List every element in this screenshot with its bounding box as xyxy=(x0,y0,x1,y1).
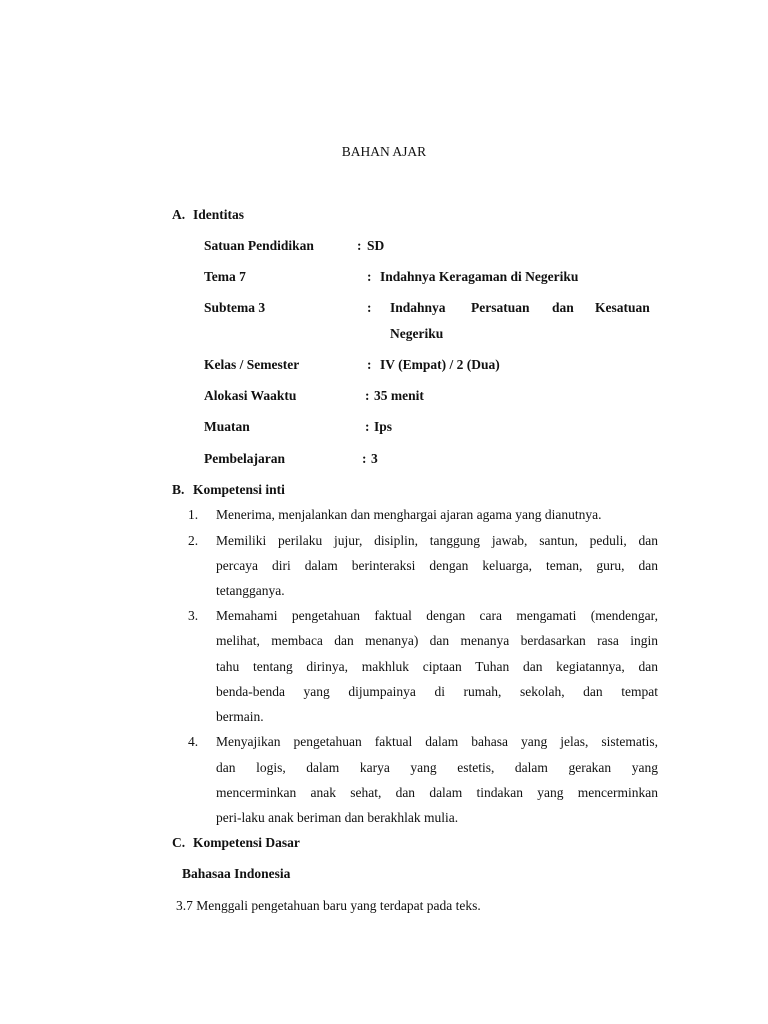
identity-value: Indahnya Keragaman di Negeriku xyxy=(380,269,579,284)
identity-colon: : xyxy=(367,300,372,315)
list-item-line: dan logis, dalam karya yang estetis, dalam gerakan yang xyxy=(216,760,658,775)
identity-label: Muatan xyxy=(204,419,250,434)
identity-label: Tema 7 xyxy=(204,269,246,284)
section-c-letter: C. xyxy=(172,835,186,850)
document-title: BAHAN AJAR xyxy=(341,144,427,159)
identity-colon: : xyxy=(365,419,370,434)
identity-label: Alokasi Waaktu xyxy=(204,388,297,403)
identity-value-word: Persatuan xyxy=(471,300,530,315)
identity-label: Kelas / Semester xyxy=(204,357,300,372)
list-item-number: 2. xyxy=(188,533,199,548)
section-a-letter: A. xyxy=(172,207,186,222)
section-a-heading: Identitas xyxy=(193,207,245,222)
list-item-line: percaya diri dalam berinteraksi dengan keluarga, teman, guru, dan xyxy=(216,558,658,573)
list-item-number: 1. xyxy=(188,507,199,522)
identity-value: 35 menit xyxy=(374,388,424,403)
identity-label: Subtema 3 xyxy=(204,300,266,315)
identity-label: Satuan Pendidikan xyxy=(204,238,314,253)
list-item-line: bermain. xyxy=(216,709,264,724)
subject-heading: Bahasaa Indonesia xyxy=(182,866,291,881)
section-b-letter: B. xyxy=(172,482,185,497)
identity-colon: : xyxy=(365,388,370,403)
list-item-line: melihat, membaca dan menanya) dan menanya berdasarkan rasa ingin xyxy=(216,633,658,648)
section-c-heading: Kompetensi Dasar xyxy=(193,835,300,850)
list-item-line: mencerminkan anak sehat, dan dalam tindakan yang mencerminkan xyxy=(216,785,658,800)
identity-label: Pembelajaran xyxy=(204,451,285,466)
basic-competence-line: 3.7 Menggali pengetahuan baru yang terdapat pada teks. xyxy=(176,898,481,913)
list-item-line: Memiliki perilaku jujur, disiplin, tanggung jawab, santun, peduli, dan xyxy=(216,533,658,548)
identity-value-word: Indahnya xyxy=(390,300,446,315)
identity-colon: : xyxy=(362,451,367,466)
list-item-line: Menyajikan pengetahuan faktual dalam bahasa yang jelas, sistematis, xyxy=(216,734,658,749)
identity-value: Ips xyxy=(374,419,393,434)
identity-colon: : xyxy=(367,269,372,284)
identity-value-word: dan xyxy=(552,300,574,315)
list-item-number: 4. xyxy=(188,734,199,749)
identity-colon: : xyxy=(367,357,372,372)
identity-value: 3 xyxy=(371,451,378,466)
section-b-heading: Kompetensi inti xyxy=(193,482,285,497)
identity-value: IV (Empat) / 2 (Dua) xyxy=(380,357,500,372)
list-item-line: benda-benda yang dijumpainya di rumah, sekolah, dan tempat xyxy=(216,684,658,699)
list-item-line: Memahami pengetahuan faktual dengan cara mengamati (mendengar, xyxy=(216,608,658,623)
identity-value-word: Kesatuan xyxy=(595,300,650,315)
identity-value-continued: Negeriku xyxy=(390,326,444,341)
list-item-line: peri-laku anak beriman dan berakhlak mulia. xyxy=(216,810,459,825)
identity-colon: : xyxy=(357,238,362,253)
list-item-line: tetangganya. xyxy=(216,583,285,598)
list-item-number: 3. xyxy=(188,608,199,623)
list-item-line: Menerima, menjalankan dan menghargai ajaran agama yang dianutnya. xyxy=(216,507,602,522)
identity-value: SD xyxy=(367,238,385,253)
list-item-line: tahu tentang dirinya, makhluk ciptaan Tuhan dan kegiatannya, dan xyxy=(216,659,658,674)
